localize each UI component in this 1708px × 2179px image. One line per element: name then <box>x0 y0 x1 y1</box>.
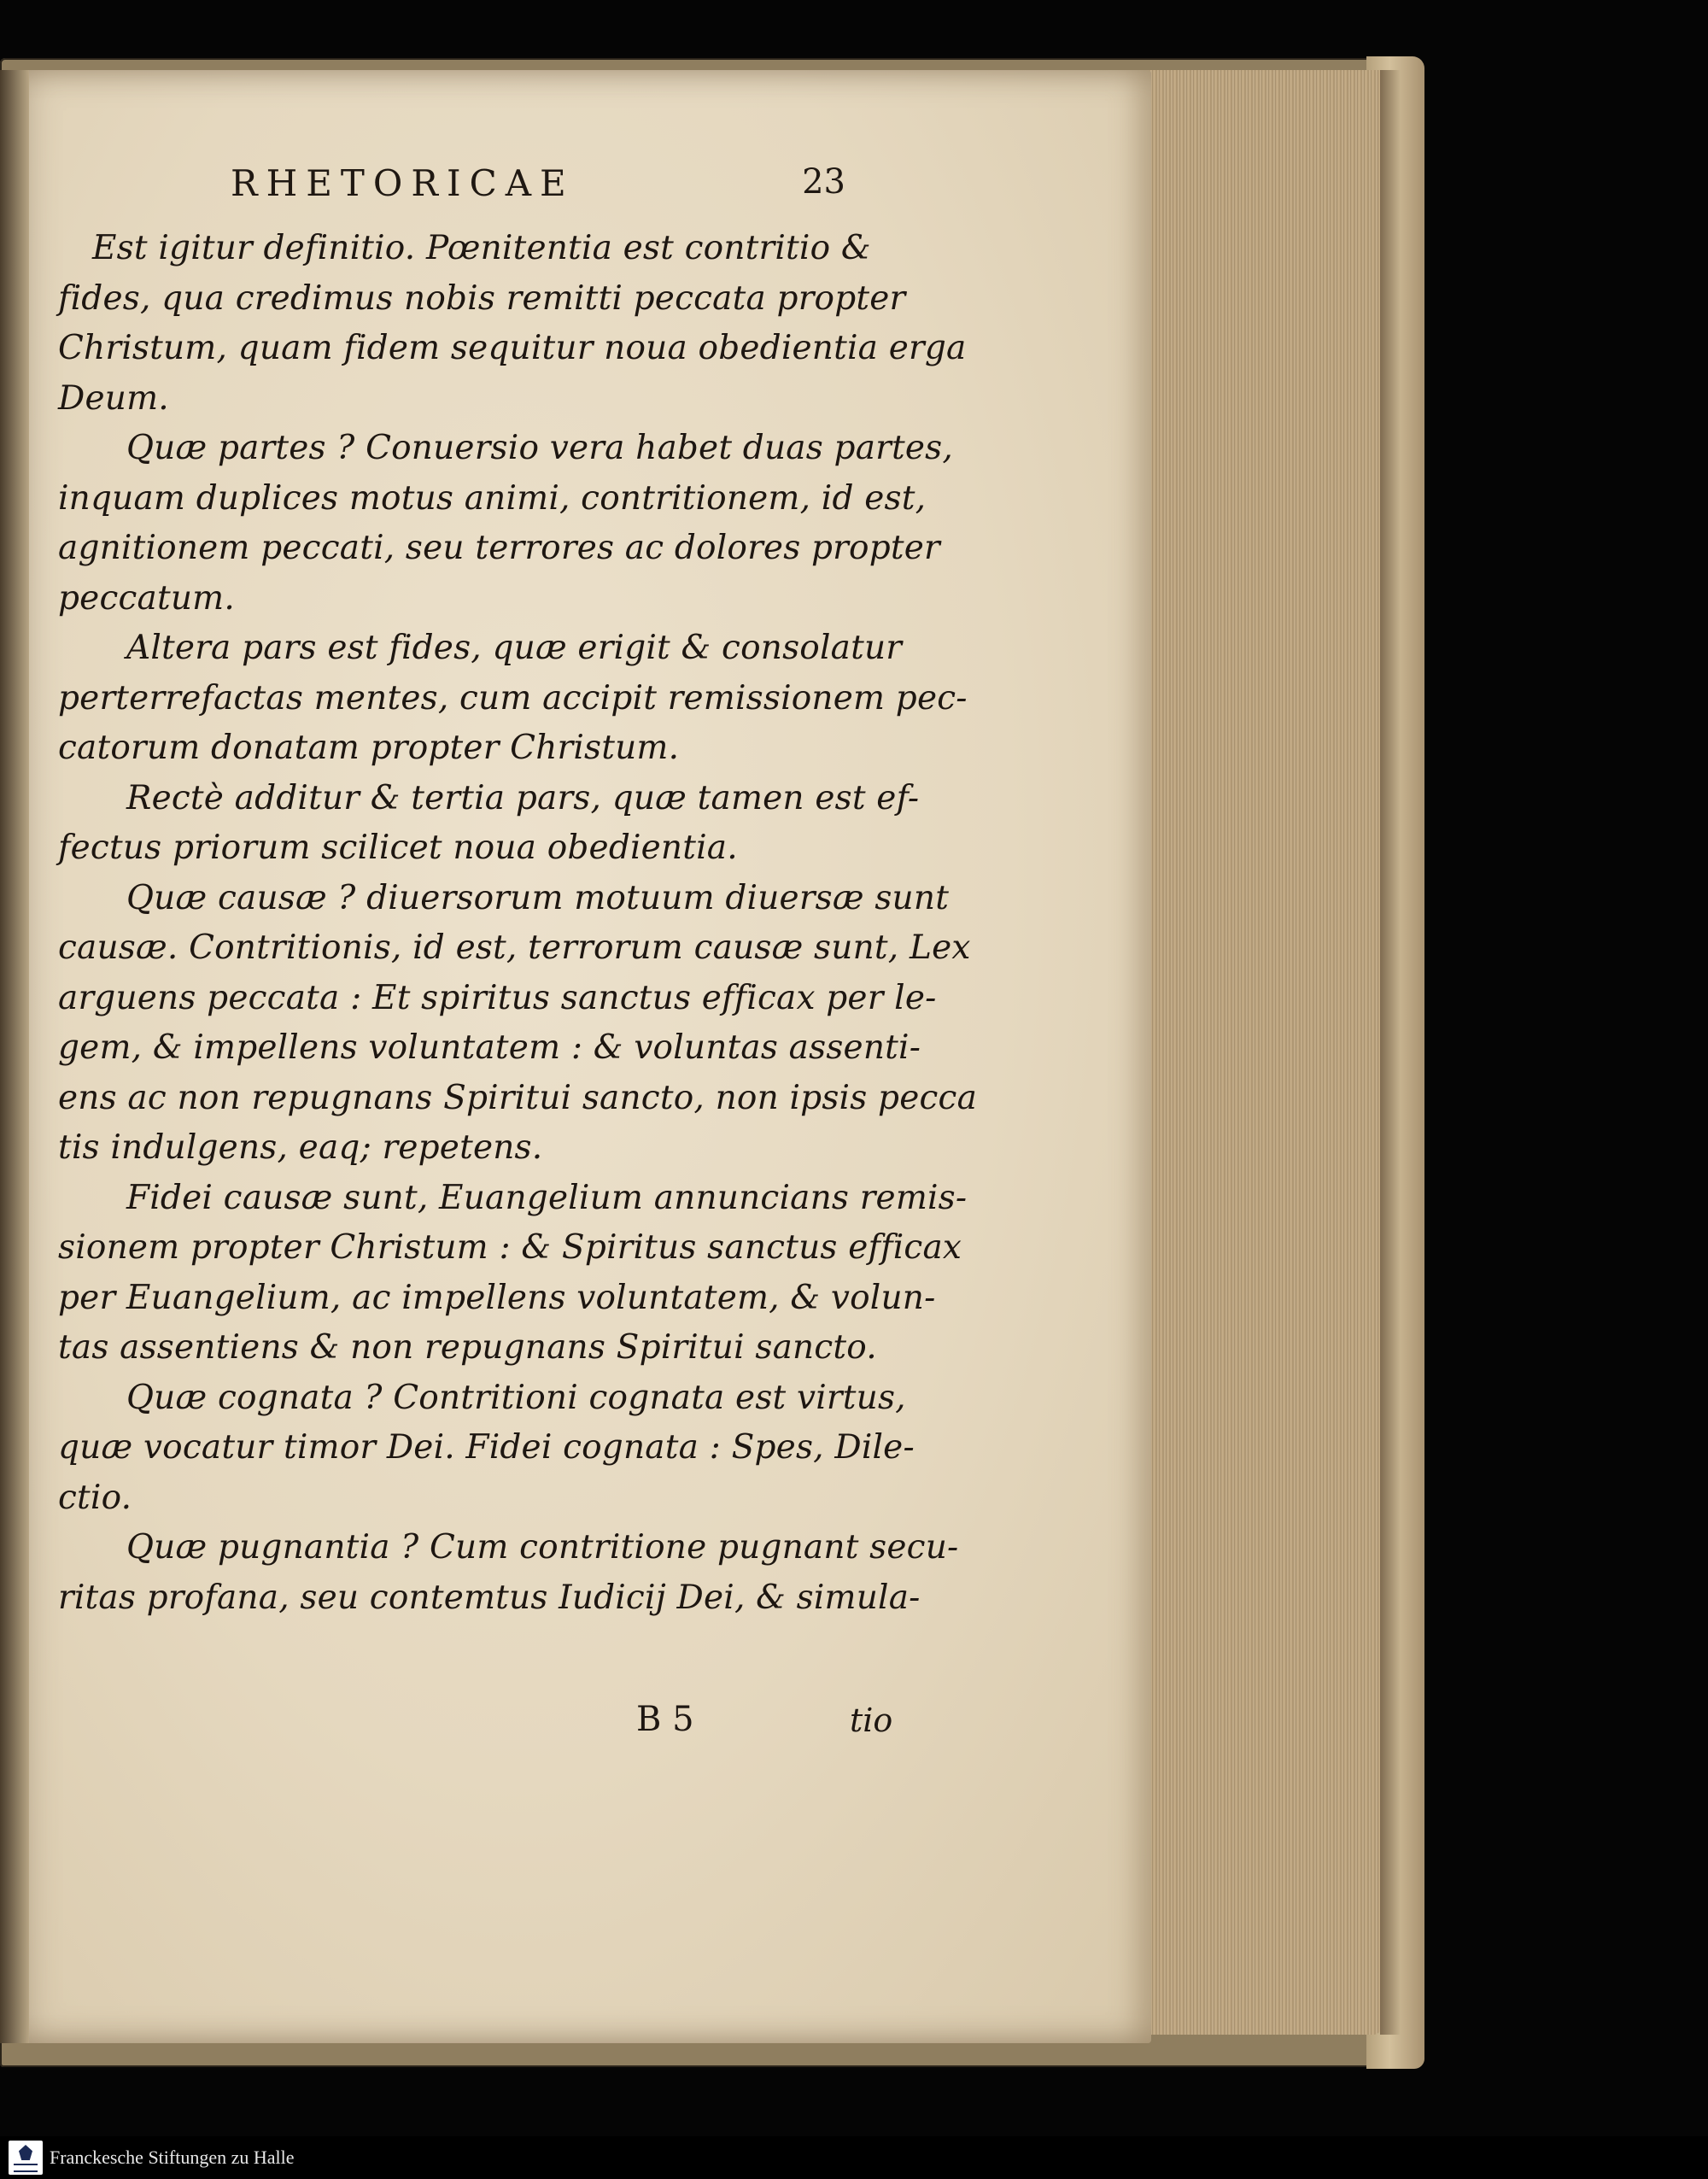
text-line: Quæ pugnantia ? Cum contritione pugnant secu- <box>126 1528 959 1567</box>
footer-bar <box>0 2136 1708 2179</box>
running-title: RHETORICAE <box>231 162 575 204</box>
text-line: Quæ partes ? Conuersio vera habet duas partes, <box>126 429 953 467</box>
text-line: causæ. Contritionis, id est, terrorum causæ sunt, Lex <box>58 928 971 967</box>
text-line: ens ac non repugnans Spiritui sancto, non ipsis pecca <box>58 1078 978 1117</box>
text-line: Fidei causæ sunt, Euangelium annuncians remis- <box>126 1178 968 1217</box>
text-line: fectus priorum scilicet noua obedientia. <box>58 829 738 867</box>
page-number: 23 <box>802 162 845 202</box>
text-block <box>58 224 978 1623</box>
text-line: Quæ causæ ? diuersorum motuum diuersæ sunt <box>126 878 950 917</box>
text-line: tis indulgens, eaq; repetens. <box>58 1128 543 1167</box>
library-name: Franckesche Stiftungen zu Halle <box>50 2147 295 2168</box>
text-line: Rectè additur & tertia pars, quæ tamen est ef- <box>126 778 920 817</box>
library-logo-icon <box>9 2141 43 2175</box>
text-line: Est igitur definitio. Pœnitentia est contritio & <box>92 229 871 267</box>
text-line: quæ vocatur timor Dei. Fidei cognata : Spes, Dile- <box>58 1428 915 1467</box>
text-line: per Euangelium, ac impellens voluntatem, & volun- <box>58 1278 936 1317</box>
text-line: perterrefactas mentes, cum accipit remissionem pec- <box>58 678 968 718</box>
text-line: ctio. <box>58 1478 132 1517</box>
text-line: arguens peccata : Et spiritus sanctus efficax per le- <box>58 978 937 1017</box>
page-gutter <box>0 70 29 2043</box>
text-line: inquam duplices motus animi, contritionem, id est, <box>58 478 927 518</box>
text-line: Altera pars est fides, quæ erigit & consolatur <box>126 629 903 667</box>
signature-mark: B 5 <box>636 1700 694 1739</box>
page-header <box>231 162 845 214</box>
text-line: Quæ cognata ? Contritioni cognata est virtus, <box>126 1378 906 1417</box>
page-edges <box>1126 70 1382 2035</box>
text-line: agnitionem peccati, seu terrores ac dolores propter <box>58 529 940 567</box>
text-line: sionem propter Christum : & Spiritus sanctus efficax <box>58 1228 962 1267</box>
text-line: catorum donatam propter Christum. <box>58 729 680 767</box>
text-line: ritas profana, seu contemtus Iudicij Dei, & simula- <box>58 1578 921 1617</box>
text-line: peccatum. <box>58 578 235 618</box>
catchword: tio <box>850 1702 893 1739</box>
text-line: Christum, quam fidem sequitur noua obedientia erga <box>58 329 967 367</box>
text-line: fides, qua credimus nobis remitti peccata propter <box>58 278 906 318</box>
text-line: gem, & impellens voluntatem : & voluntas assenti- <box>58 1028 921 1067</box>
text-line: Deum. <box>58 378 169 418</box>
text-line: tas assentiens & non repugnans Spiritui sancto. <box>58 1328 877 1367</box>
